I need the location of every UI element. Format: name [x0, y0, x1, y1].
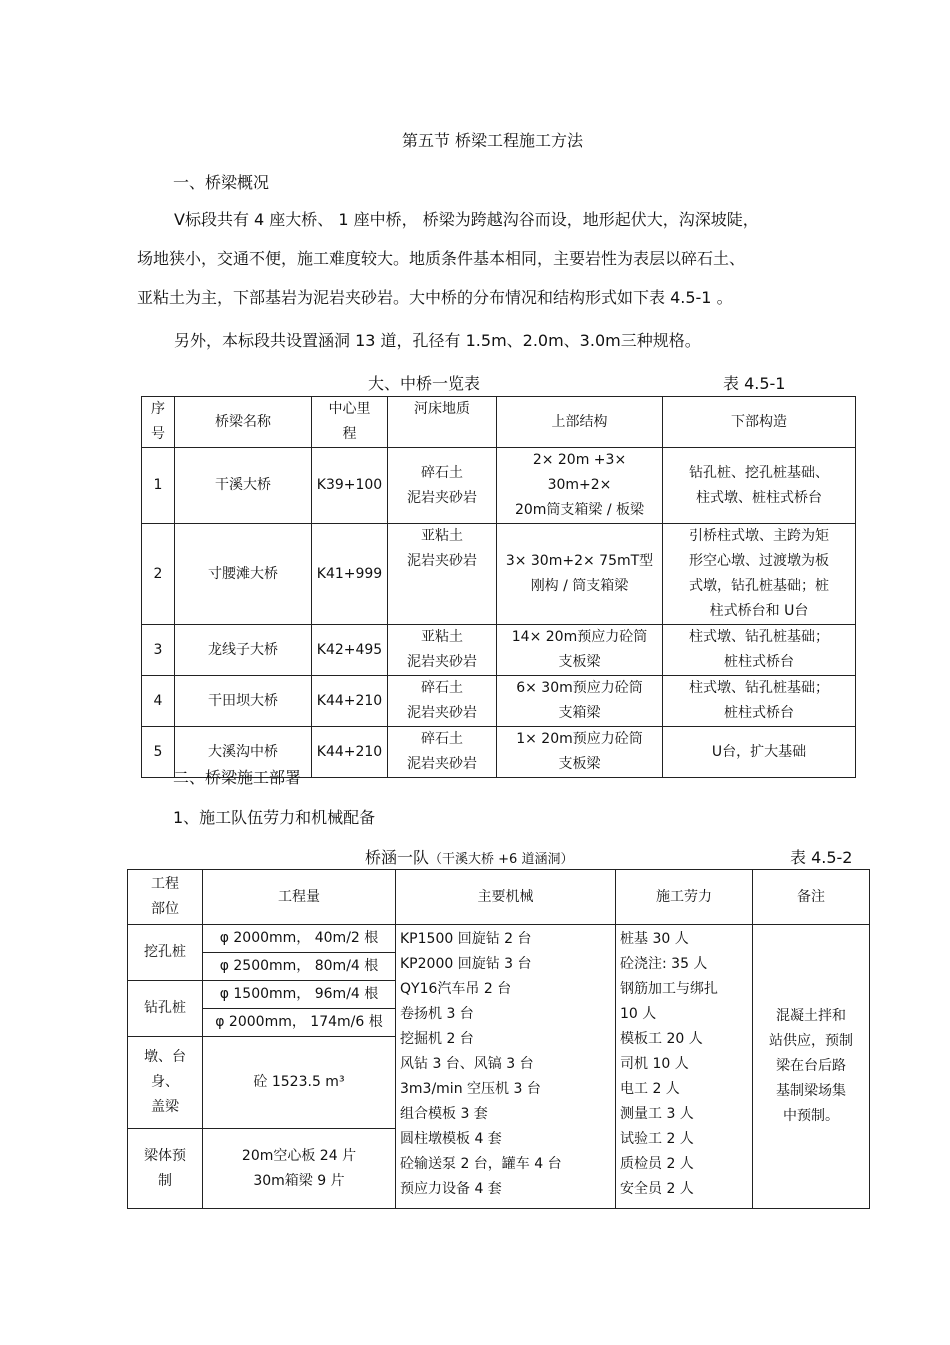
cell-name: 寸腰滩大桥: [175, 524, 312, 625]
cell-part: 挖孔桩: [128, 925, 203, 981]
table-row: [142, 524, 856, 625]
paragraph-line-2: 场地狭小，交通不便，施工难度较大。地质条件基本相同，主要岩性为表层以碎石土、: [137, 249, 746, 268]
cell-name: 大溪沟中桥: [175, 727, 312, 778]
cell-geo: 亚粘土 泥岩夹砂岩: [388, 625, 497, 676]
cell-part: 梁体预 制: [128, 1129, 203, 1209]
table-row: [142, 676, 856, 727]
cell-lower: 柱式墩、钻孔桩基础； 桩柱式桥台: [663, 625, 856, 676]
header-cell: 工程量: [203, 870, 396, 925]
table-row: [142, 625, 856, 676]
cell-geo: 亚粘土 泥岩夹砂岩: [388, 524, 497, 625]
cell-lower: U台，扩大基础: [663, 727, 856, 778]
cell-geo: 碎石土 泥岩夹砂岩: [388, 727, 497, 778]
cell-no: 3: [142, 625, 175, 676]
cell-part: 墩、台 身、 盖梁: [128, 1037, 203, 1129]
cell-upper: 1× 20m预应力砼筒 支板梁: [497, 727, 663, 778]
cell-no: 1: [142, 448, 175, 524]
header-cell: 施工劳力: [616, 870, 753, 925]
cell-upper: 14× 20m预应力砼筒 支板梁: [497, 625, 663, 676]
cell-quantity: 砼 1523.5 m³: [203, 1037, 396, 1129]
header-cell: 中心里 程: [312, 397, 388, 448]
cell-geo: 碎石土 泥岩夹砂岩: [388, 676, 497, 727]
header-cell: 下部构造: [663, 397, 856, 448]
cell-machinery: KP1500 回旋钻 2 台 KP2000 回旋钻 3 台 QY16汽车吊 2 台 卷扬机 3 台 挖掘机 2 台 风钻 3 台、风镐 3 台 3m3/min 空压机 3 台 组合模板 3 套 圆柱墩模板 4 套 砼输送泵 2 台，罐车 4 台 预应力设备 4 套: [396, 925, 616, 1209]
cell-station: K41+999: [312, 524, 388, 625]
team-resource-table: [127, 869, 870, 1209]
paragraph-line-3: 亚粘土为主，下部基岩为泥岩夹砂岩。大中桥的分布情况和结构形式如下表 4.5-1 。: [137, 288, 733, 307]
header-cell: 主要机械: [396, 870, 616, 925]
cell-part: 钻孔桩: [128, 981, 203, 1037]
table1-number: 表 4.5-1: [723, 374, 786, 393]
table1-caption: 大、中桥一览表: [368, 374, 481, 393]
header-cell: 工程 部位: [128, 870, 203, 925]
header-cell: 上部结构: [497, 397, 663, 448]
header-cell: 备注: [753, 870, 870, 925]
cell-name: 龙线子大桥: [175, 625, 312, 676]
cell-no: 2: [142, 524, 175, 625]
cell-lower: 柱式墩、钻孔桩基础； 桩柱式桥台: [663, 676, 856, 727]
cell-quantity: 20m空心板 24 片 30m箱梁 9 片: [203, 1129, 396, 1209]
table-header-row: [128, 870, 870, 925]
table-row: [142, 448, 856, 524]
cell-name: 干田坝大桥: [175, 676, 312, 727]
header-cell: 河床地质: [388, 397, 497, 448]
cell-name: 干溪大桥: [175, 448, 312, 524]
paragraph-line-1: Ⅴ标段共有 4 座大桥、 1 座中桥， 桥梁为跨越沟谷而设，地形起伏大，沟深坡陡，: [174, 210, 759, 229]
cell-station: K44+210: [312, 676, 388, 727]
paragraph-culverts: 另外，本标段共设置涵洞 13 道，孔径有 1.5m、2.0m、3.0m三种规格。: [174, 331, 701, 350]
cell-quantity: φ 1500mm， 96m/4 根: [203, 981, 396, 1009]
cell-quantity: φ 2000mm， 40m/2 根: [203, 925, 396, 953]
cell-geo: 碎石土 泥岩夹砂岩: [388, 448, 497, 524]
cell-labor: 桩基 30 人 砼浇注: 35 人 钢筋加工与绑扎 10 人 模板工 20 人 司机 10 人 电工 2 人 测量工 3 人 试验工 2 人 质检员 2 人 安全员 2 人: [616, 925, 753, 1209]
table2-number: 表 4.5-2: [790, 848, 853, 867]
bridge-list-table: [141, 396, 856, 778]
heading-bridge-overview: 一、桥梁概况: [173, 173, 270, 192]
section-title: 第五节 桥梁工程施工方法: [401, 131, 584, 150]
cell-no: 5: [142, 727, 175, 778]
heading-construction-plan: 二、桥梁施工部署: [173, 768, 302, 787]
cell-station: K42+495: [312, 625, 388, 676]
table2-caption: 桥涵一队（干溪大桥 +6 道涵洞）: [365, 848, 574, 867]
cell-upper: 2× 20m +3× 30m+2× 20m筒支箱梁 / 板梁: [497, 448, 663, 524]
cell-station: K44+210: [312, 727, 388, 778]
cell-quantity: φ 2000mm， 174m/6 根: [203, 1009, 396, 1037]
heading-labor-machinery: 1、施工队伍劳力和机械配备: [173, 808, 376, 827]
cell-upper: 6× 30m预应力砼筒 支箱梁: [497, 676, 663, 727]
cell-lower: 引桥柱式墩、主跨为矩 形空心墩、过渡墩为板 式墩，钻孔桩基础；桩 柱式桥台和 U台: [663, 524, 856, 625]
cell-remark: 混凝土拌和 站供应，预制 梁在台后路 基制梁场集 中预制。: [753, 925, 870, 1209]
table-row: [128, 925, 870, 953]
header-cell: 桥梁名称: [175, 397, 312, 448]
cell-lower: 钻孔桩、挖孔桩基础、 柱式墩、桩柱式桥台: [663, 448, 856, 524]
cell-no: 4: [142, 676, 175, 727]
cell-quantity: φ 2500mm， 80m/4 根: [203, 953, 396, 981]
table-header-row: [142, 397, 856, 448]
cell-station: K39+100: [312, 448, 388, 524]
header-cell: 序 号: [142, 397, 175, 448]
cell-upper: 3× 30m+2× 75mT型 刚构 / 筒支箱梁: [497, 524, 663, 625]
